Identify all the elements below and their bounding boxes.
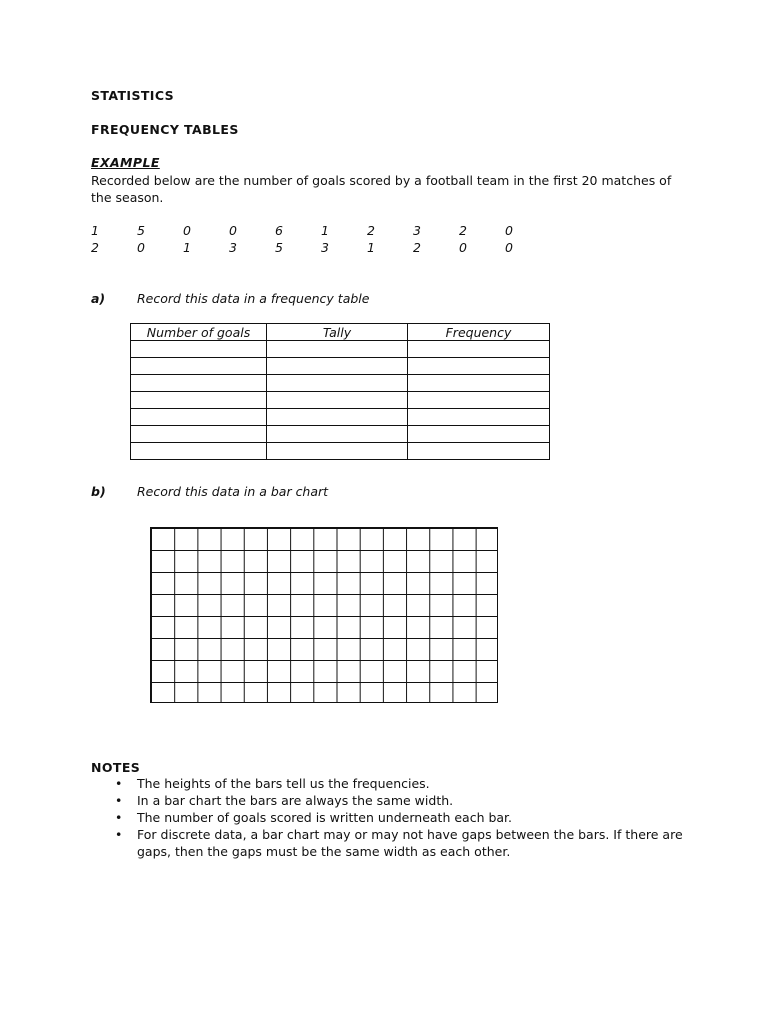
bullet-icon: • [115,810,123,825]
data-value: 0 [505,240,513,255]
table-row [131,443,550,460]
table-cell[interactable] [267,409,408,426]
data-value: 0 [459,240,467,255]
bar-chart-grid[interactable] [150,527,498,703]
list-item [91,792,691,809]
table-cell[interactable] [131,375,267,392]
data-value: 1 [367,240,375,255]
intro-text-line-2: the season. [91,190,164,205]
table-row [131,409,550,426]
table-row [131,426,550,443]
data-value: 3 [321,240,329,255]
note-text: For discrete data, a bar chart may or may not have gaps between the bars. If there are [137,827,683,842]
list-item [91,826,691,843]
data-value: 3 [413,223,421,238]
table-row [131,358,550,375]
data-value: 1 [183,240,191,255]
table-cell[interactable] [408,443,550,460]
part-b-instruction: Record this data in a bar chart [137,484,329,499]
table-cell[interactable] [267,392,408,409]
note-text: The number of goals scored is written underneath each bar. [137,810,513,825]
note-text: gaps, then the gaps must be the same width as each other. [137,844,511,859]
list-item-continuation [91,843,691,860]
note-text: In a bar chart the bars are always the same width. [137,793,454,808]
data-value: 2 [413,240,421,255]
table-cell[interactable] [131,358,267,375]
data-value: 0 [137,240,145,255]
note-text: The heights of the bars tell us the frequencies. [137,776,430,791]
table-cell[interactable] [408,358,550,375]
table-cell[interactable] [131,409,267,426]
table-cell[interactable] [267,375,408,392]
data-value: 1 [321,223,329,238]
page-title: STATISTICS [91,88,175,103]
notes-list [91,775,691,860]
data-value: 0 [229,223,237,238]
data-value: 0 [505,223,513,238]
table-cell[interactable] [131,392,267,409]
list-item [91,775,691,792]
data-value: 2 [367,223,375,238]
table-cell[interactable] [408,392,550,409]
data-value: 6 [275,223,283,238]
data-row-2 [91,240,551,255]
frequency-table [130,323,550,460]
bullet-icon: • [115,776,123,791]
table-cell[interactable] [408,375,550,392]
table-cell[interactable] [131,341,267,358]
example-heading: EXAMPLE [91,155,160,170]
table-cell[interactable] [408,426,550,443]
table-cell[interactable] [131,426,267,443]
table-cell[interactable] [267,443,408,460]
notes-heading: NOTES [91,760,141,775]
list-item [91,809,691,826]
data-value: 3 [229,240,237,255]
bullet-icon: • [115,827,123,842]
column-header-frequency: Frequency [408,324,550,341]
table-cell[interactable] [131,443,267,460]
part-a-label: a) [91,291,106,306]
bullet-icon: • [115,793,123,808]
intro-text-line-1: Recorded below are the number of goals scored by a football team in the first 20 matches of [91,173,672,188]
data-value: 5 [275,240,283,255]
part-a-instruction: Record this data in a frequency table [137,291,370,306]
data-value: 0 [183,223,191,238]
table-cell[interactable] [267,358,408,375]
column-header-tally: Tally [267,324,408,341]
column-header-goals: Number of goals [131,324,267,341]
table-cell[interactable] [267,426,408,443]
table-cell[interactable] [267,341,408,358]
data-value: 2 [459,223,467,238]
data-value: 1 [91,223,99,238]
table-row [131,341,550,358]
table-row [131,392,550,409]
table-row [131,375,550,392]
section-title: FREQUENCY TABLES [91,122,239,137]
table-cell[interactable] [408,341,550,358]
table-cell[interactable] [408,409,550,426]
data-row-1 [91,223,551,238]
data-value: 2 [91,240,99,255]
data-value: 5 [137,223,145,238]
part-b-label: b) [91,484,106,499]
